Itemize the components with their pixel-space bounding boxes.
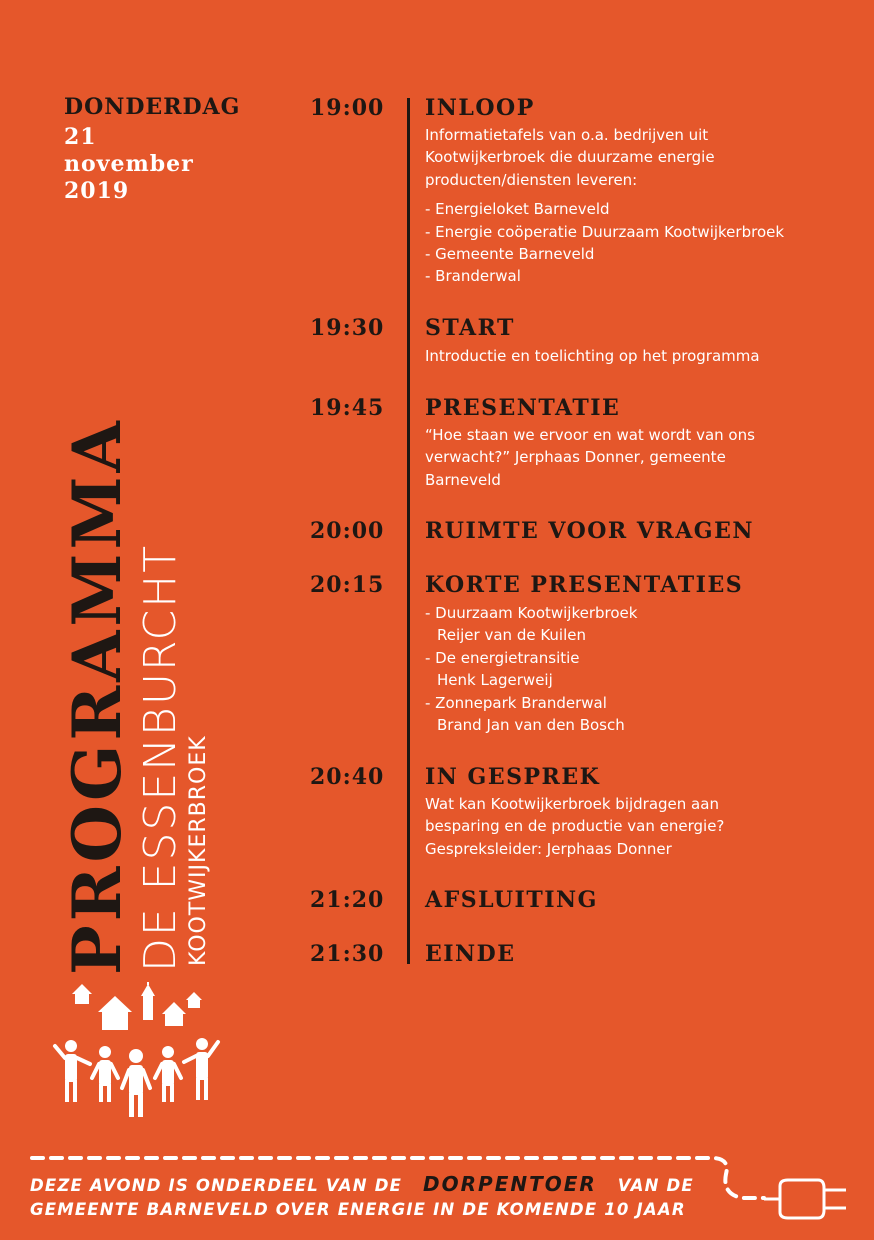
timeline-divider: [407, 98, 410, 964]
schedule-title: AFSLUITING: [425, 887, 598, 913]
schedule-title: INLOOP: [425, 95, 535, 121]
list-item: - Duurzaam Kootwijkerbroek: [425, 604, 638, 622]
list-item: - Gemeente Barneveld: [425, 245, 595, 264]
speaker-name: Brand Jan van den Bosch: [437, 716, 625, 735]
description-line: Wat kan Kootwijkerbroek bijdragen aan: [425, 795, 719, 813]
description-line: Introductie en toelichting op het programma: [425, 347, 760, 365]
description-line: Kootwijkerbroek die duurzame energie: [425, 148, 715, 167]
list-item: - Energieloket Barneveld: [425, 200, 610, 219]
description-line: producten/diensten leveren:: [425, 170, 638, 189]
schedule-time: 19:00: [310, 95, 385, 121]
footer-text-part2: VAN DE: [617, 1176, 694, 1195]
footer-line-1: [30, 1172, 694, 1196]
description-line: Gespreksleider: Jerphaas Donner: [425, 839, 672, 858]
program-title: PROGRAMMA: [58, 417, 136, 975]
schedule-description: [425, 424, 835, 491]
schedule-time: 20:00: [310, 518, 385, 544]
event-date: [64, 94, 240, 205]
venue-name: DE ESSENBURCHT: [135, 543, 186, 972]
list-item: - De energietransitie: [425, 648, 580, 667]
date-number: 21: [64, 124, 97, 150]
schedule-title: KORTE PRESENTATIES: [425, 572, 744, 598]
schedule-title: PRESENTATIE: [425, 395, 621, 421]
description-line: “Hoe staan we ervoor en wat wordt van ons: [425, 426, 755, 444]
description-line: verwacht?” Jerphaas Donner, gemeente: [425, 448, 726, 467]
speaker-name: Reijer van de Kuilen: [437, 626, 587, 645]
schedule-description: [425, 793, 835, 860]
description-line: Barneveld: [425, 470, 501, 489]
schedule-time: 21:30: [310, 941, 385, 967]
schedule-time: 20:40: [310, 764, 385, 790]
description-line: besparing en de productie van energie?: [425, 817, 725, 836]
footer-text-part1: DEZE AVOND IS ONDERDEEL VAN DE: [30, 1176, 403, 1195]
date-year: 2019: [64, 178, 130, 204]
footer-highlight: DORPENTOER: [423, 1172, 597, 1196]
date-month: november: [64, 151, 194, 177]
schedule-title: EINDE: [425, 941, 516, 967]
list-item: - Branderwal: [425, 267, 521, 286]
place-name: KOOTWIJKERBROEK: [186, 735, 211, 966]
schedule-title: START: [425, 315, 515, 341]
schedule-time: 19:30: [310, 315, 385, 341]
schedule-time: 20:15: [310, 572, 385, 598]
list-item: - Zonnepark Branderwal: [425, 693, 607, 712]
schedule-time: 19:45: [310, 395, 385, 421]
schedule-description: [425, 124, 835, 288]
footer-line-2: GEMEENTE BARNEVELD OVER ENERGIE IN DE KOMENDE 10 JAAR: [30, 1200, 686, 1219]
date-day: DONDERDAG: [64, 94, 241, 120]
schedule-title: RUIMTE VOOR VRAGEN: [425, 518, 754, 544]
plug-icon: [752, 1176, 856, 1222]
schedule-description: [425, 602, 835, 736]
description-line: Informatietafels van o.a. bedrijven uit: [425, 126, 709, 144]
footer-banner: [22, 1150, 862, 1230]
village-people-icon: [50, 982, 225, 1122]
speaker-name: Henk Lagerweij: [437, 671, 553, 690]
schedule-time: 21:20: [310, 887, 385, 913]
list-item: - Energie coöperatie Duurzaam Kootwijkerbroek: [425, 222, 785, 241]
schedule-title: IN GESPREK: [425, 764, 601, 790]
schedule-description: [425, 345, 835, 367]
